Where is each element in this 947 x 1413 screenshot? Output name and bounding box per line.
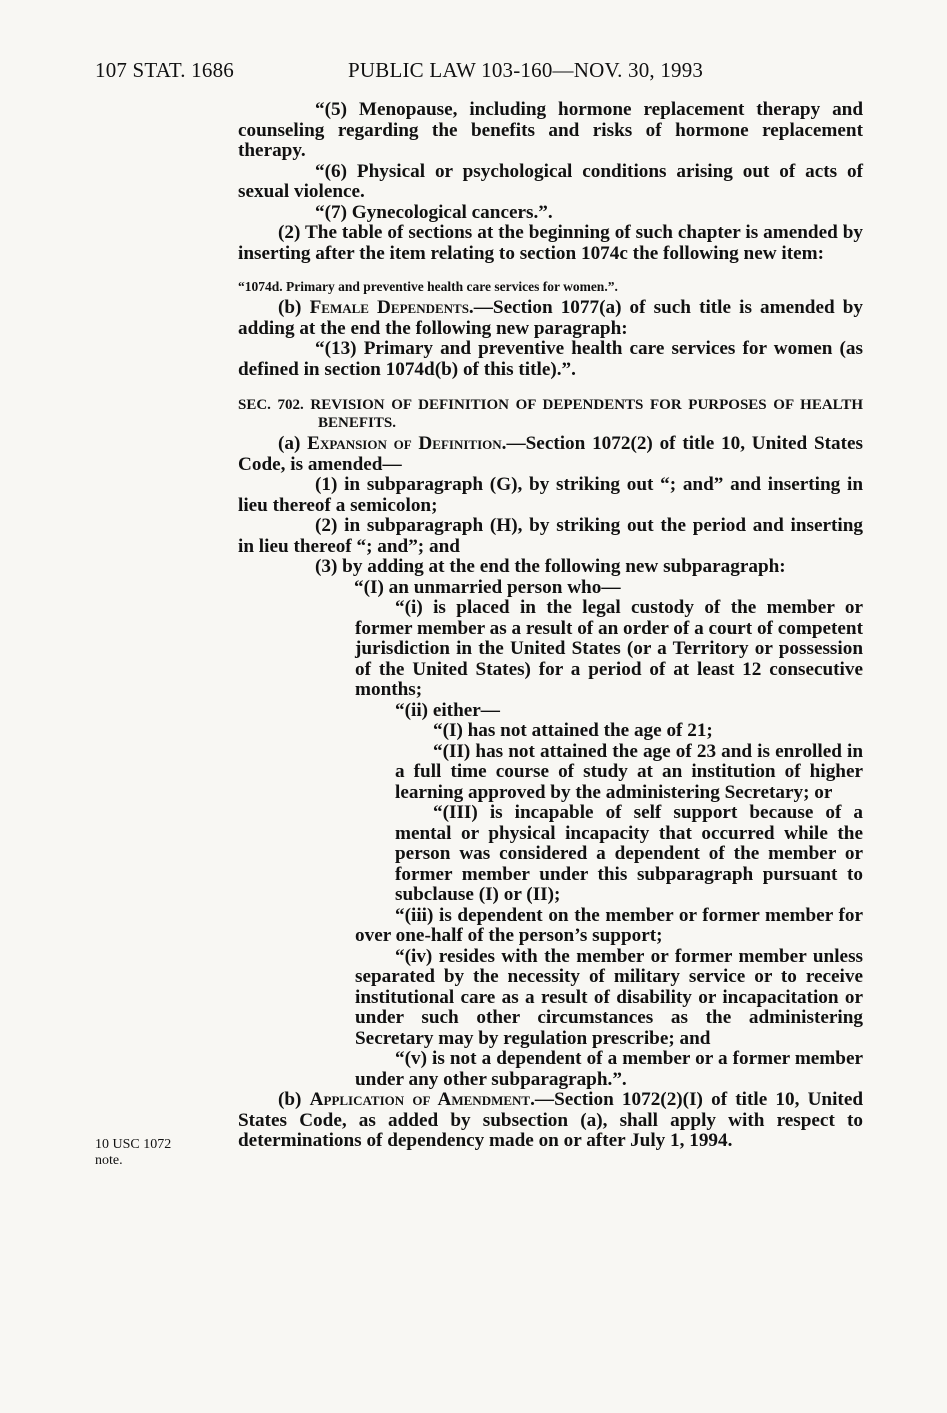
- clause-v-not-dependent: “(v) is not a dependent of a member or a former member under any other subparagraph.”.: [355, 1048, 863, 1090]
- margin-note-label: note.: [95, 1153, 123, 1168]
- clause-iv-resides: “(iv) resides with the member or former member unless separated by the necessity of military service or to receive institutional care as a result of disability or incapacitation or under such other circumstances as the administering Secretary may by regulation prescribe; and: [355, 945, 863, 1049]
- paragraph-subparagraph-g: (1) in subparagraph (G), by striking out “; and” and inserting in lieu thereof a semicolon;: [238, 474, 863, 516]
- clause-iii-dependent: “(iii) is dependent on the member or former member for over one-half of the person’s support;: [355, 904, 863, 946]
- document-body: [238, 100, 863, 1152]
- subsection-heading: Application of Amendment.: [309, 1089, 535, 1110]
- clause-i-custody: “(i) is placed in the legal custody of the member or former member as a result of an order of a court of competent jurisdiction in the United States (or a Territory or possession of the United States) for a period of at least 12 consecutive months;: [355, 597, 863, 700]
- paragraph-unmarried-person: “(I) an unmarried person who—: [354, 576, 621, 598]
- paragraph-13: “(13) Primary and preventive health care services for women (as defined in section 1074d(b) of this title).”.: [238, 338, 863, 380]
- subsection-text: —Section 1072(2)(I) of title 10, United States Code, as added by subsection (a), shall apply with respect to determinations of dependency made on or after July 1, 1994.: [238, 1089, 864, 1151]
- paragraph-subparagraph-h: (2) in subparagraph (H), by striking out the period and inserting in lieu thereof “; and”; and: [238, 515, 863, 557]
- margin-note-citation: 10 USC 1072: [95, 1137, 172, 1152]
- subclause-i-age-21: “(I) has not attained the age of 21;: [433, 720, 713, 741]
- paragraph-adding-subparagraph: (3) by adding at the end the following new subparagraph:: [315, 556, 786, 577]
- clause-ii-either: “(ii) either—: [395, 699, 500, 721]
- paragraph-female-dependents: [238, 298, 863, 339]
- subclause-iii-incapable: “(III) is incapable of self support because of a mental or physical incapacity that occurred while the person was considered a dependent of the member or former member under this subparagraph pursuant to subclause (I) or (II);: [395, 802, 863, 905]
- paragraph-sexual-violence: “(6) Physical or psychological conditions arising out of acts of sexual violence.: [238, 160, 863, 202]
- paragraph-table-of-sections: (2) The table of sections at the beginning of such chapter is amended by inserting after the item relating to section 1074c the following new item:: [238, 222, 863, 264]
- paragraph-application: [238, 1090, 863, 1152]
- subsection-heading: Expansion of Definition.: [307, 433, 507, 454]
- public-law-title: PUBLIC LAW 103-160—NOV. 30, 1993: [348, 58, 704, 82]
- paragraph-menopause: “(5) Menopause, including hormone replacement therapy and counseling regarding the benefits and risks of hormone replacement therapy.: [238, 99, 863, 161]
- paragraph-gynecological: “(7) Gynecological cancers.”.: [315, 201, 553, 223]
- subsection-label: (a): [278, 433, 308, 454]
- section-heading-702: SEC. 702. REVISION OF DEFINITION OF DEPENDENTS FOR PURPOSES OF HEALTH BENEFITS.: [238, 397, 863, 431]
- subsection-label: (b): [278, 1089, 310, 1110]
- statute-page-ref: 107 STAT. 1686: [95, 58, 234, 82]
- subclause-ii-age-23: “(II) has not attained the age of 23 and is enrolled in a full time course of study at an institution of higher learning approved by the administering Secretary; or: [395, 740, 863, 803]
- toc-item-1074d: “1074d. Primary and preventive health care services for women.”.: [238, 279, 618, 294]
- subsection-text: —Section 1077(a) of such title is amended by adding at the end the following new paragraph:: [238, 297, 864, 339]
- subsection-label: (b): [278, 297, 310, 318]
- margin-note: [95, 1137, 205, 1169]
- subsection-heading: Female Dependents.: [309, 297, 474, 318]
- subsection-text: —Section 1072(2) of title 10, United States Code, is amended—: [238, 433, 863, 475]
- paragraph-expansion: [238, 434, 863, 475]
